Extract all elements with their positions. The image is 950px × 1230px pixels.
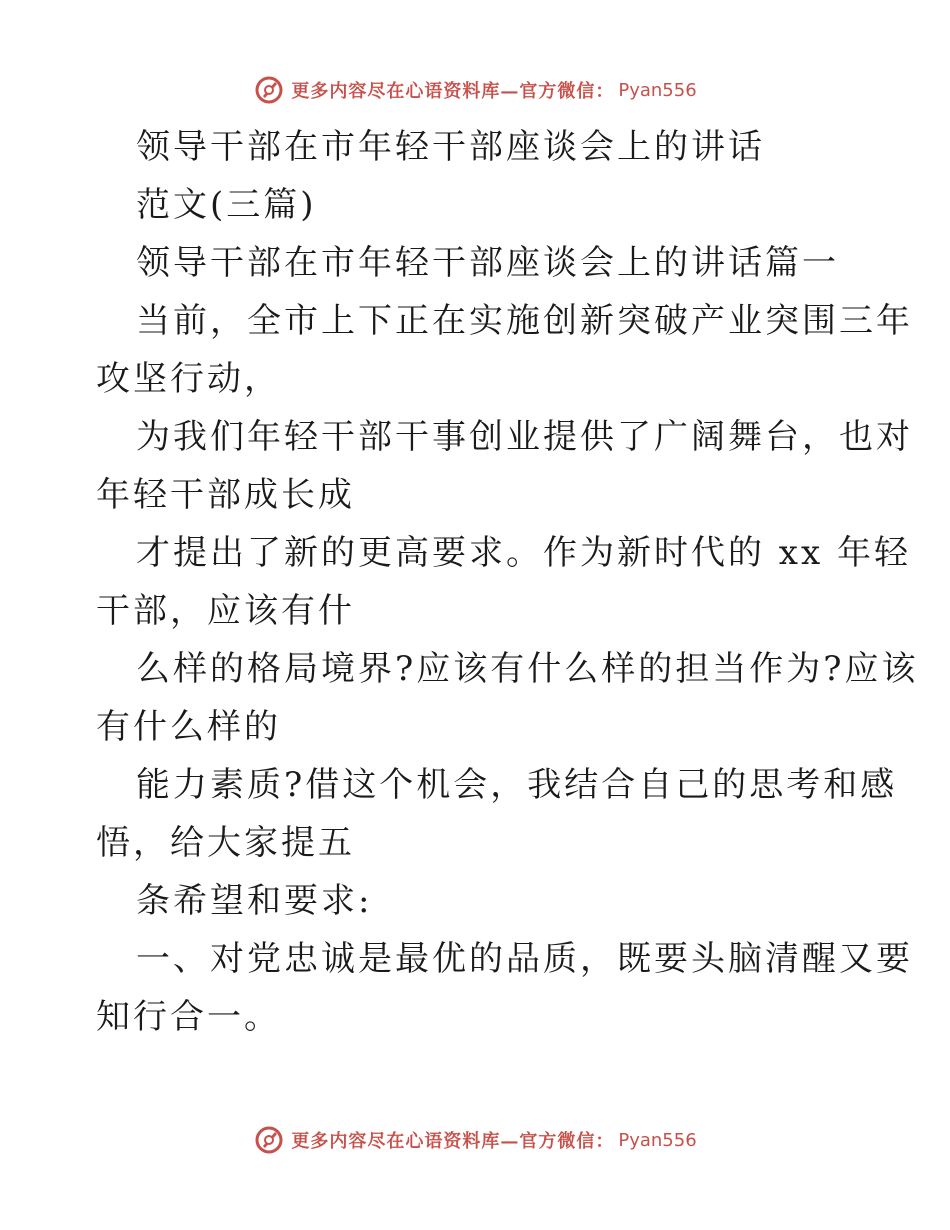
header-banner bbox=[0, 70, 950, 110]
paragraph-line: 悟，给大家提五 bbox=[96, 823, 355, 863]
paragraph-line: 才提出了新的更高要求。作为新时代的 xx 年轻 bbox=[136, 533, 911, 573]
banner-contact: Pyan556 bbox=[618, 1129, 697, 1151]
paragraph-line: 当前，全市上下正在实施创新突破产业突围三年 bbox=[136, 301, 913, 341]
document-body bbox=[96, 118, 919, 1046]
banner-contact: Pyan556 bbox=[618, 79, 697, 101]
paragraph-line: 有什么样的 bbox=[96, 707, 281, 747]
quill-seal-logo-icon bbox=[253, 1124, 285, 1156]
paragraph-line: 一、对党忠诚是最优的品质，既要头脑清醒又要 bbox=[136, 939, 913, 979]
paragraph-line: 能力素质?借这个机会，我结合自己的思考和感 bbox=[136, 765, 898, 805]
paragraph-line: 条希望和要求: bbox=[136, 881, 373, 921]
banner-text: 更多内容尽在心语资料库—官方微信： bbox=[291, 81, 615, 102]
paragraph-line: 年轻干部成长成 bbox=[96, 475, 355, 515]
section-heading: 领导干部在市年轻干部座谈会上的讲话篇一 bbox=[136, 243, 839, 283]
paragraph-line: 攻坚行动， bbox=[96, 359, 281, 399]
footer-banner bbox=[0, 1120, 950, 1160]
banner-text: 更多内容尽在心语资料库—官方微信： bbox=[291, 1131, 615, 1152]
paragraph-line: 为我们年轻干部干事创业提供了广阔舞台，也对 bbox=[136, 417, 913, 457]
paragraph-line: 干部，应该有什 bbox=[96, 591, 355, 631]
document-title-line: 领导干部在市年轻干部座谈会上的讲话 bbox=[136, 127, 765, 167]
paragraph-line: 知行合一。 bbox=[96, 997, 281, 1037]
paragraph-line: 么样的格局境界?应该有什么样的担当作为?应该 bbox=[136, 649, 919, 689]
quill-seal-logo-icon bbox=[253, 74, 285, 106]
document-subtitle-line: 范文(三篇) bbox=[136, 185, 317, 225]
